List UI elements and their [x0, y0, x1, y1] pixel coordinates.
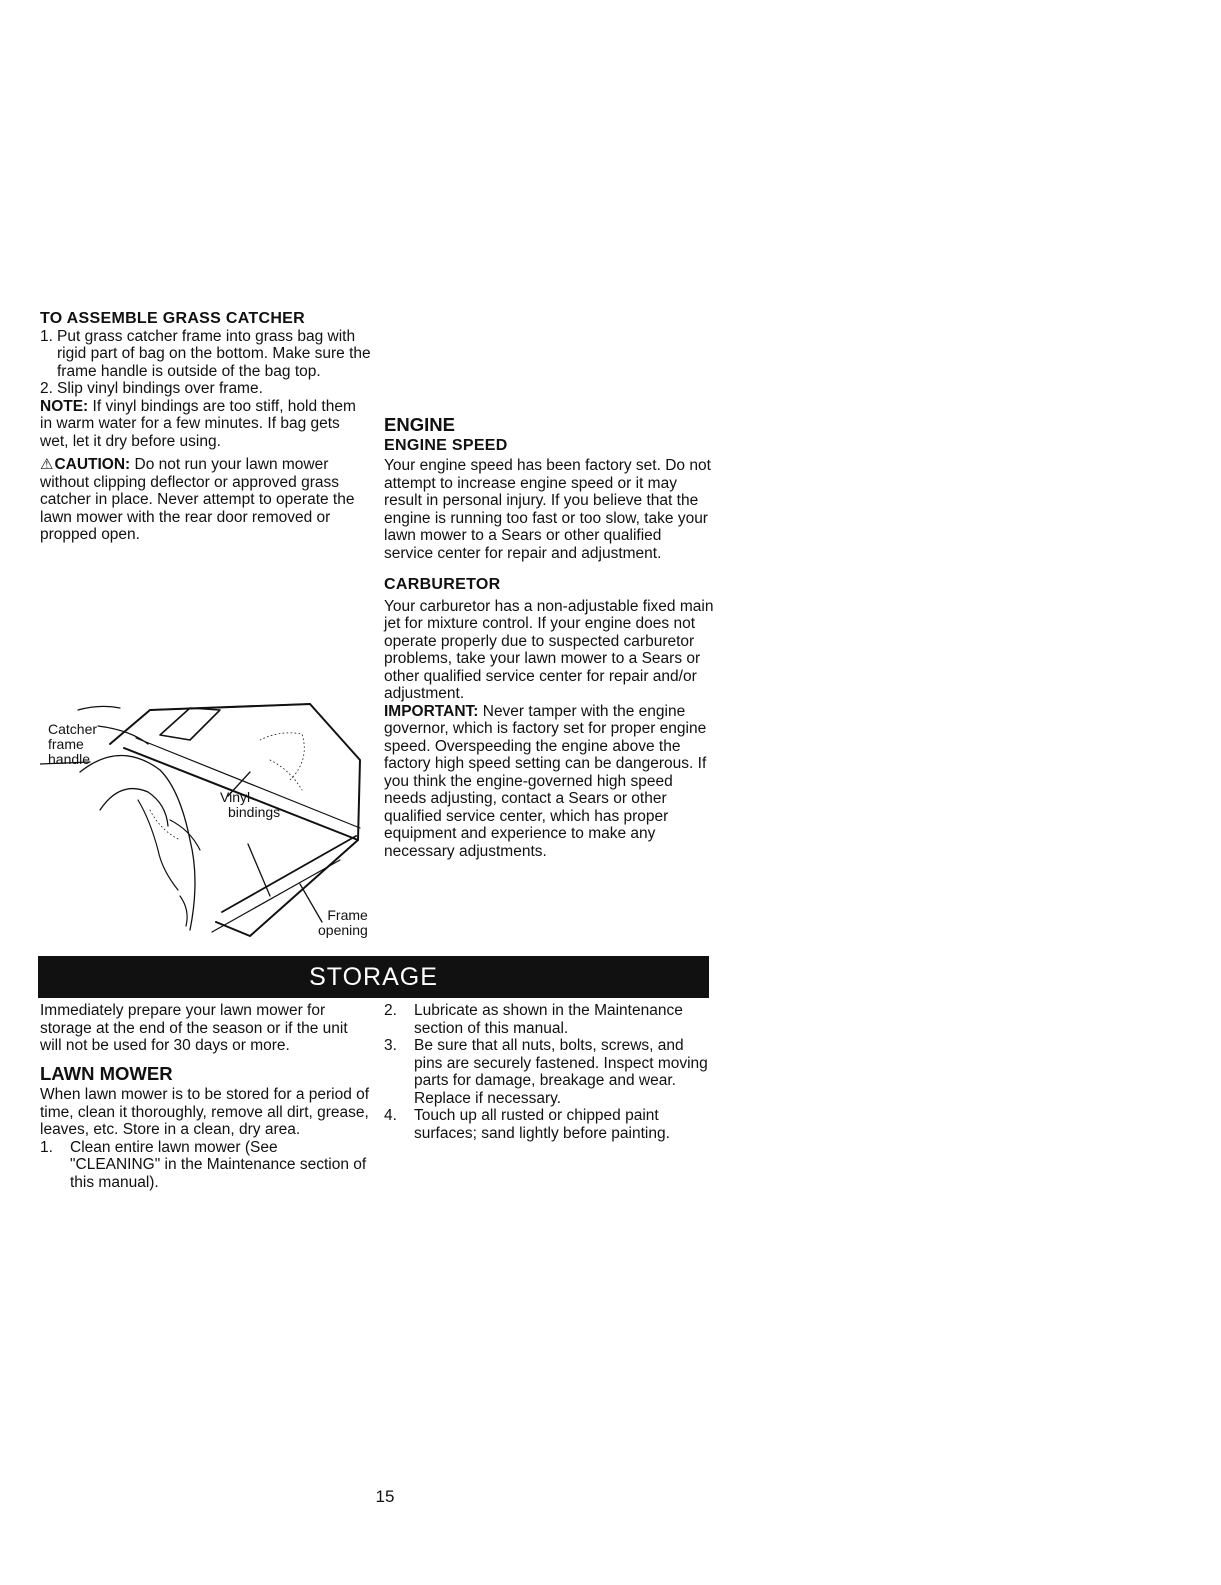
step-text: Put grass catcher frame into grass bag with rigid part of bag on the bottom. Make sure the frame handle is outside of the bag top. — [57, 327, 371, 380]
engine-section — [384, 416, 714, 860]
list-item — [40, 380, 372, 398]
lawn-mower-heading: LAWN MOWER — [40, 1062, 173, 1084]
list-item — [384, 1107, 714, 1142]
carburetor-heading: CARBURETOR — [384, 576, 501, 593]
storage-steps-right — [384, 1002, 714, 1142]
list-item — [384, 1037, 714, 1107]
step-number: 2. — [384, 1002, 397, 1019]
important-text: Never tamper with the engine governor, which is factory set for proper engine speed. Overspeeding the engine above the factory high speed setting can be dangerous. If you think the engine-governed high speed needs adjusting, contact a Sears or other qualified service center, which has proper equipment and experience to make any necessary adjustments. — [384, 702, 707, 860]
note-paragraph — [40, 398, 372, 451]
important-label: IMPORTANT: — [384, 702, 479, 720]
warning-triangle-icon: ⚠ — [40, 456, 54, 473]
storage-title: STORAGE — [309, 962, 438, 991]
assembly-steps — [40, 328, 372, 398]
caution-paragraph — [40, 456, 372, 544]
storage-steps-left — [40, 1139, 372, 1192]
note-text: If vinyl bindings are too stiff, hold them in warm water for a few minutes. If bag gets wet, let it dry before using. — [40, 397, 356, 450]
page-number: 15 — [375, 1487, 395, 1506]
list-item — [40, 328, 372, 381]
storage-banner — [38, 956, 709, 998]
storage-right-column — [384, 1002, 714, 1142]
caution-label: CAUTION: — [54, 456, 131, 473]
frame-opening-label: Frame opening — [318, 907, 368, 938]
step-number: 2. — [40, 380, 53, 397]
engine-heading: ENGINE — [384, 414, 455, 435]
vinyl-bindings-label: Vinyl bindings — [220, 789, 281, 820]
step-number: 1. — [40, 1138, 53, 1156]
step-text: Touch up all rusted or chipped paint surfaces; sand lightly before painting. — [414, 1107, 670, 1142]
grass-catcher-illustration — [40, 700, 375, 945]
step-number: 1. — [40, 327, 53, 345]
important-paragraph — [384, 703, 714, 861]
storage-left-column — [40, 1002, 372, 1191]
catcher-frame-handle-label: Catcher frame handle — [48, 721, 98, 767]
step-text: Slip vinyl bindings over frame. — [57, 380, 263, 397]
engine-speed-heading: ENGINE SPEED — [384, 436, 508, 454]
list-item — [384, 1002, 714, 1037]
lawn-mower-text: When lawn mower is to be stored for a period of time, clean it thoroughly, remove all dirt, grease, leaves, etc. Store in a clean, dry area. — [40, 1086, 370, 1138]
assembly-heading: TO ASSEMBLE GRASS CATCHER — [40, 310, 305, 327]
caution-text: Do not run your lawn mower without clipping deflector or approved grass catcher in place. Never attempt to operate the lawn mower with the rear door removed or propped open. — [40, 456, 355, 543]
assembly-section — [40, 310, 372, 544]
carburetor-text: Your carburetor has a non-adjustable fixed main jet for mixture control. If your engine does not operate properly due to suspected carburetor problems, take your lawn mower to a Sears or other qualified service center for repair and/or adjustment. — [384, 597, 714, 702]
engine-speed-text: Your engine speed has been factory set. Do not attempt to increase engine speed or it may result in personal injury. If you believe that the engine is running too fast or too slow, take your lawn mower to a Sears or other qualified service center for repair and adjustment. — [384, 457, 711, 562]
step-number: 4. — [384, 1107, 397, 1124]
step-text: Lubricate as shown in the Maintenance section of this manual. — [414, 1002, 683, 1037]
storage-intro: Immediately prepare your lawn mower for storage at the end of the season or if the unit will not be used for 30 days or more. — [40, 1002, 348, 1054]
list-item — [40, 1139, 372, 1192]
note-label: NOTE: — [40, 397, 89, 415]
step-number: 3. — [384, 1037, 397, 1054]
step-text: Be sure that all nuts, bolts, screws, and pins are securely fastened. Inspect moving parts for damage, breakage and wear. Replace if necessary. — [414, 1037, 708, 1107]
step-text: Clean entire lawn mower (See "CLEANING" in the Maintenance section of this manual). — [70, 1138, 367, 1191]
